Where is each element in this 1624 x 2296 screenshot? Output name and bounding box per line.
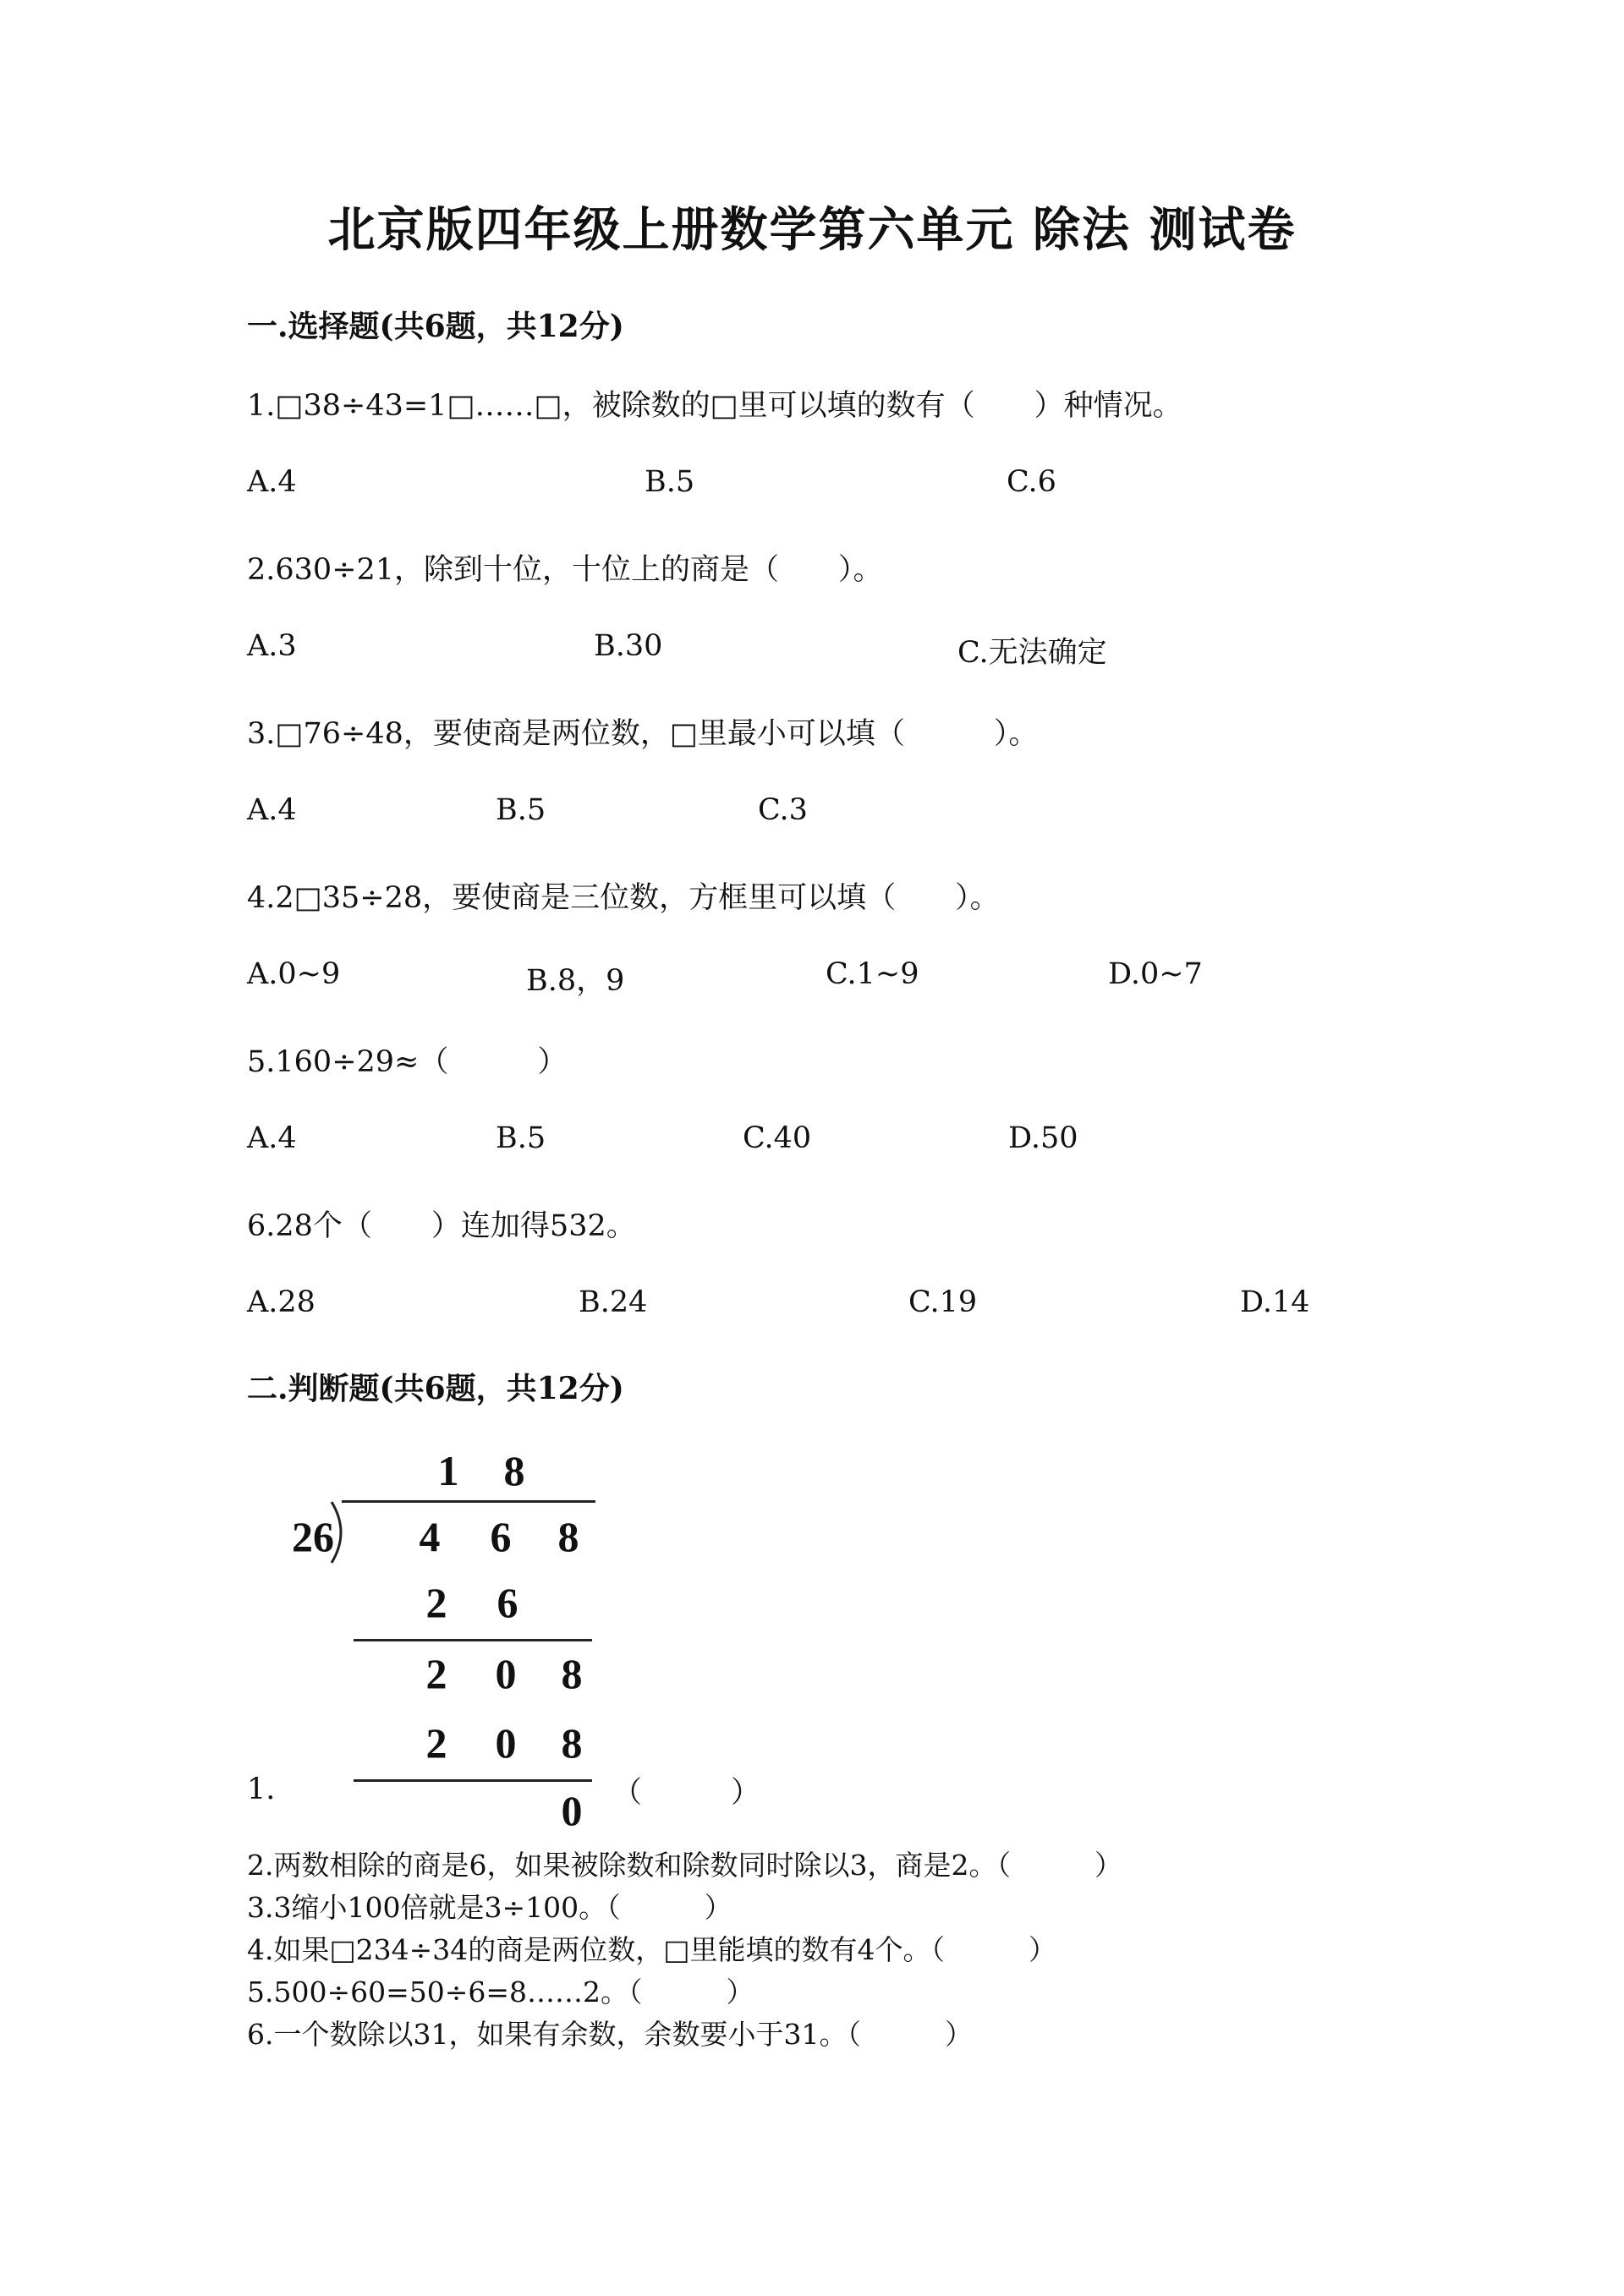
question-4: 4.2□35÷28，要使商是三位数，方框里可以填（ ）。 — [247, 881, 1000, 915]
judgment-1-number: 1. — [247, 1773, 276, 1806]
q5-option-b: B.5 — [496, 1121, 546, 1155]
q3-option-b: B.5 — [496, 793, 546, 827]
step3-digit: 8 — [561, 1719, 583, 1767]
q4-option-c: C.1~9 — [826, 957, 919, 991]
dividend-digit: 4 — [419, 1513, 441, 1560]
judgment-6: 6.一个数除以31，如果有余数，余数要小于31。（ ） — [247, 2018, 973, 2051]
subtraction-line — [354, 1779, 592, 1782]
dividend-digit: 6 — [490, 1513, 512, 1560]
step3-digit: 2 — [425, 1719, 447, 1767]
q3-option-c: C.3 — [758, 793, 808, 827]
quotient-digit: 1 — [437, 1447, 459, 1494]
q2-option-b: B.30 — [594, 629, 663, 663]
q5-option-c: C.40 — [743, 1121, 812, 1155]
remainder-digit: 0 — [561, 1787, 583, 1834]
division-bracket — [328, 1499, 354, 1566]
q1-option-a: A.4 — [247, 465, 297, 499]
question-5: 5.160÷29≈（ ） — [247, 1045, 568, 1079]
q2-option-a: A.3 — [247, 629, 297, 663]
judgment-5: 5.500÷60=50÷6=8……2。（ ） — [247, 1975, 754, 2008]
q2-option-c: C.无法确定 — [957, 636, 1107, 670]
step2-digit: 2 — [425, 1650, 447, 1697]
subtraction-line — [354, 1639, 592, 1641]
step1-digit: 6 — [497, 1579, 518, 1626]
quotient-digit: 8 — [503, 1447, 525, 1494]
q4-option-b: B.8，9 — [526, 964, 625, 998]
judgment-2: 2.两数相除的商是6，如果被除数和除数同时除以3，商是2。（ ） — [247, 1849, 1122, 1882]
q3-option-a: A.4 — [247, 793, 297, 827]
dividend-digit: 8 — [557, 1513, 579, 1560]
judgment-4: 4.如果□234÷34的商是两位数，□里能填的数有4个。（ ） — [247, 1933, 1056, 1966]
q6-option-c: C.19 — [908, 1285, 978, 1319]
judgment-3: 3.3缩小100倍就是3÷100。（ ） — [247, 1891, 732, 1924]
q6-option-d: D.14 — [1240, 1285, 1310, 1319]
q4-option-a: A.0~9 — [247, 957, 341, 991]
q1-option-c: C.6 — [1007, 465, 1056, 499]
judgment-1-paren: （ ） — [612, 1776, 761, 1810]
step1-digit: 2 — [425, 1579, 447, 1626]
section-heading-choice: 一.选择题(共6题，共12分) — [247, 309, 624, 344]
step2-digit: 0 — [495, 1650, 517, 1697]
q6-option-b: B.24 — [579, 1285, 648, 1319]
section-heading-judgment: 二.判断题(共6题，共12分) — [247, 1371, 624, 1406]
step3-digit: 0 — [495, 1719, 517, 1767]
q5-option-a: A.4 — [247, 1121, 297, 1155]
q4-option-d: D.0~7 — [1108, 957, 1203, 991]
divisor: 26 — [292, 1513, 334, 1560]
step2-digit: 8 — [561, 1650, 583, 1697]
question-2: 2.630÷21，除到十位，十位上的商是（ ）。 — [247, 553, 883, 587]
page-title: 北京版四年级上册数学第六单元 除法 测试卷 — [327, 202, 1297, 258]
division-bar — [342, 1500, 595, 1503]
question-3: 3.□76÷48，要使商是两位数，□里最小可以填（ ）。 — [247, 717, 1039, 751]
question-6: 6.28个（ ）连加得532。 — [247, 1209, 636, 1243]
q1-option-b: B.5 — [645, 465, 695, 499]
question-1: 1.□38÷43=1□……□，被除数的□里可以填的数有（ ）种情况。 — [247, 389, 1182, 423]
q6-option-a: A.28 — [247, 1285, 315, 1319]
q5-option-d: D.50 — [1008, 1121, 1078, 1155]
